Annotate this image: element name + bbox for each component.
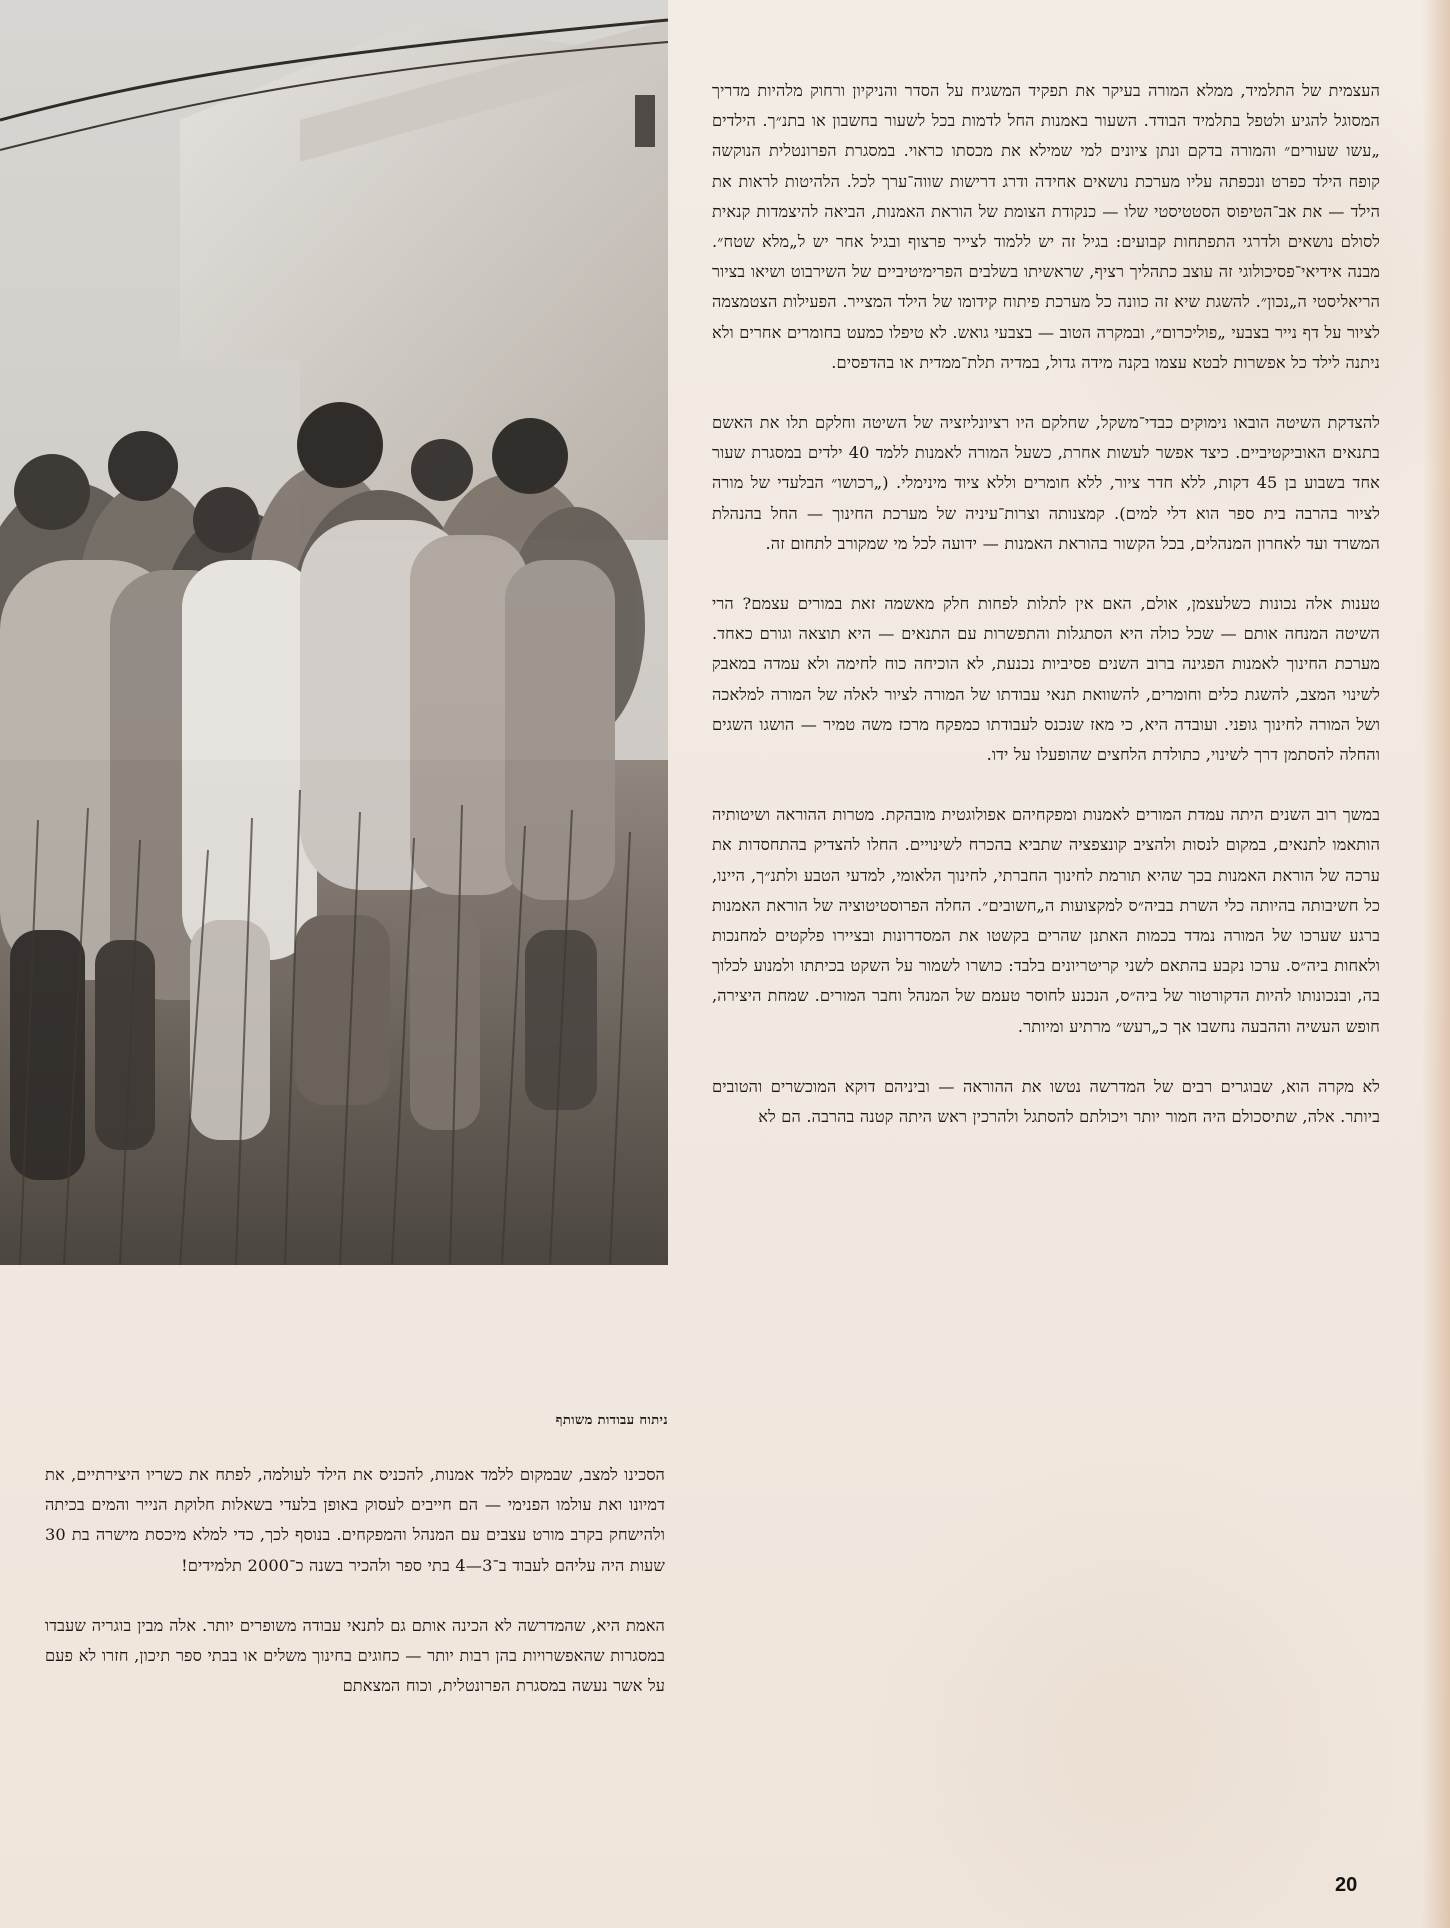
right-paragraph-4: במשך רוב השנים היתה עמדת המורים לאמנות ומפקחיהם אפולוגטית מובהקת. מטרות ההוראה ושיטותיה הותאמו לתנאים, במקום לנסות ולהציב קונצפציה שתביא בהכרח לשינויים. החלו להצדיק בהתחסדות את ערכה של הוראת האמנות בכך שהיא תורמת לחינוך החברתי, לחינוך הלאומי, למדעי הטבע ולתנ״ך, היינו, כל חשיבותה בהיותה כלי השרת בביה״ס למקצועות ה„חשובים״. החלה הפרוסטיטוציה של הוראת האמנות ברגע שערכו של המורה נמדד בכמות האתנן שהרים בקשטו את המסדרונות ובציירו פלקטים למחנכות ולאחות ביה״ס. ערכו נקבע בהתאם לשני קריטריונים בלבד: כושרו לשמור על השקט בכיתתו ולמנוע לכלוך בה, ובנכונותו להיות הדקורטור של ביה״ס, הנכנע לחוסר טעמם של המנהל וחבר המורים. שמחת היצירה, חופש העשיה וההבעה נחשבו אך כ„רעש״ מרתיע ומיותר.	[712, 805, 1380, 1036]
right-paragraph-1: העצמית של התלמיד, ממלא המורה בעיקר את תפקיד המשגיח על הסדר והניקיון ורחוק מלהיות מדריך המסוגל להגיע ולטפל בתלמיד הבודד. השעור באמנות החל לדמות בכל לשעור בחשבון או בתנ״ך. הילדים „עשו שעורים״ והמורה בדקם ונתן ציונים למי שמילא את מכסתו כראוי. במסגרת הפרונטלית הנוקשה קופח הילד כפרט ונכפתה עליו מערכת נושאים אחידה ודרג דרישות שווה־ערך לכל. הלהיטות לראות את הילד — את אב־הטיפוס הסטטיסטי שלו — כנקודת הצומת של הוראת האמנות, הביאה להיצמדות קנאית לסולם נושאים ולדרגי התפתחות קבועים: בגיל זה יש ללמוד לצייר פרצוף ובגיל אחר יש ל„מלא שטח״. מבנה אידיאי־פסיכולוגי זה עוצב כתהליך רציף, שראשיתו בשלבים הפרימיטיביים של השירבוט ושיאו בציור הריאליסטי ה„נכון״. להשגת שיא זה כוונה כל מערכת פיתוח קידומו של הילד המצייר. הפעילות הצטמצמה לציור על דף נייר בצבעי „פוליכרום״, ובמקרה הטוב — בצבעי גואש. לא טיפלו כמעט בחומרים אחרים ולא ניתנה לילד כל אפשרות לבטא עצמו בקנה מידה גדול, במדיה תלת־ממדית או בהדפסים.	[712, 81, 1380, 372]
photo-caption: ניתוח עבודות משותף	[555, 1413, 668, 1428]
right-paragraph-2: להצדקת השיטה הובאו נימוקים כבדי־משקל, שחלקם היו רציונליזציה של השיטה וחלקם תלו את האשם בתנאים האוביקטיביים. כיצד אפשר לעשות אחרת, כשעל המורה לאמנות ללמד 40 ילדים במסגרת שעור אחד בשבוע בן 45 דקות, ללא חדר ציור, ללא חומרים וללא ציוד מינימלי. („רכושו״ הבלעדי של מורה לציור בהרבה בית ספר הוא דלי למים). קמצנותה וצרות־עיניה של מערכת החינוך — החל בהנהלת המשרד ועד לאחרון המנהלים, בכל הקשור בהוראת האמנות — ידועה לכל מי שמקורב לתחום זה.	[712, 413, 1380, 553]
right-paragraph-5: לא מקרה הוא, שבוגרים רבים של המדרשה נטשו את ההוראה — וביניהם דוקא המוכשרים והטובים ביותר. אלה, שתיסכולם היה חמור יותר ויכולתם להסתגל ולהרכין ראש היתה קטנה בהרבה. הם לא	[712, 1076, 1380, 1127]
photo-illustration	[0, 0, 668, 1265]
right-text-column	[712, 76, 1380, 1888]
left-paragraph-2: האמת היא, שהמדרשה לא הכינה אותם גם לתנאי עבודה משופרים יותר. אלה מבין בוגריה שעבדו במסגרות שהאפשרויות בהן רבות יותר — כחוגים בחינוך משלים או בבתי ספר תיכון, חזרו לא פעם על אשר נעשה במסגרת הפרונטלית, וכוח המצאתם	[45, 1615, 665, 1696]
left-text-column	[45, 1460, 665, 1890]
page-number: 20	[1335, 1874, 1358, 1896]
group-photo	[0, 0, 668, 1265]
right-paragraph-3: טענות אלה נכונות כשלעצמן, אולם, האם אין לתלות לפחות חלק מאשמה זאת במורים עצמם? הרי השיטה המנחה אותם — שכל כולה היא הסתגלות והתפשרות עם התנאים — היא תוצאה וגורם כאחד. מערכת החינוך לאמנות הפגינה ברוב השנים פסיביות נכנעת, לא הוכיחה כוח לחימה ולא עמדה במאבק לשינוי המצב, להשגת כלים וחומרים, להשוואת תנאי עבודתו של המורה לציור לאלה של המורה למלאכה ושל המורה לחינוך גופני. ועובדה היא, כי מאז שנכנס לעבודתו כמפקח מרכז משה טמיר — הושגו השגים והחלה להסתמן דרך לשינוי, כתולדת הלחצים שהופעלו על ידו.	[712, 594, 1380, 765]
left-paragraph-1: הסכינו למצב, שבמקום ללמד אמנות, להכניס את הילד לעולמה, לפתח את כשריו היצירתיים, את דמיונו ואת עולמו הפנימי — הם חייבים לעסוק באופן בלעדי בשאלות חלוקת הנייר והמים בכיתה ולהישחק בקרב מורט עצבים עם המנהל והמפקחים. בנוסף לכך, כדי למלא מיכסת מישרה בת 30 שעות היה עליהם לעבוד ב־3—4 בתי ספר ולהכיר בשנה כ־2000 תלמידים!	[45, 1465, 665, 1575]
